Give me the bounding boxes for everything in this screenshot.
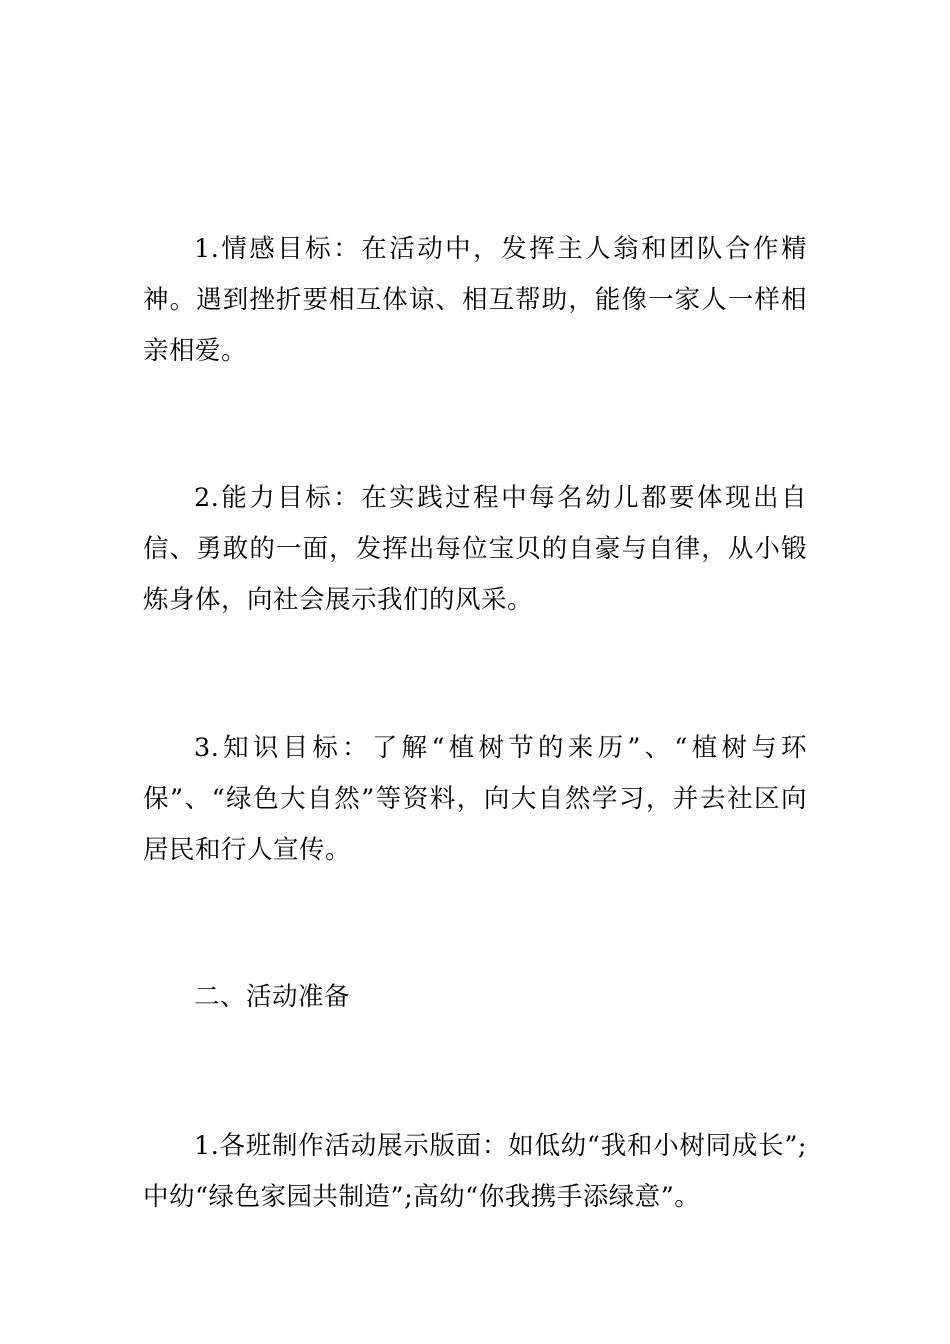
paragraph-preparation-item-1: 1.各班制作活动展示版面：如低幼“我和小树同成长”;中幼“绿色家园共制造”;高幼“你我携手添绿意”。 [143, 1131, 807, 1212]
paragraph-knowledge-goal: 3.知识目标：了解“植树节的来历”、“植树与环保”、“绿色大自然”等资料，向大自然学习，并去社区向居民和行人宣传。 [143, 733, 807, 865]
section-heading-activity-preparation: 二、活动准备 [194, 982, 351, 1012]
paragraph-emotional-goal: 1.情感目标：在活动中，发挥主人翁和团队合作精神。遇到挫折要相互体谅、相互帮助，能像一家人一样相亲相爱。 [143, 234, 807, 366]
paragraph-ability-goal: 2.能力目标：在实践过程中每名幼儿都要体现出自信、勇敢的一面，发挥出每位宝贝的自豪与自律，从小锻炼身体，向社会展示我们的风采。 [143, 483, 807, 615]
